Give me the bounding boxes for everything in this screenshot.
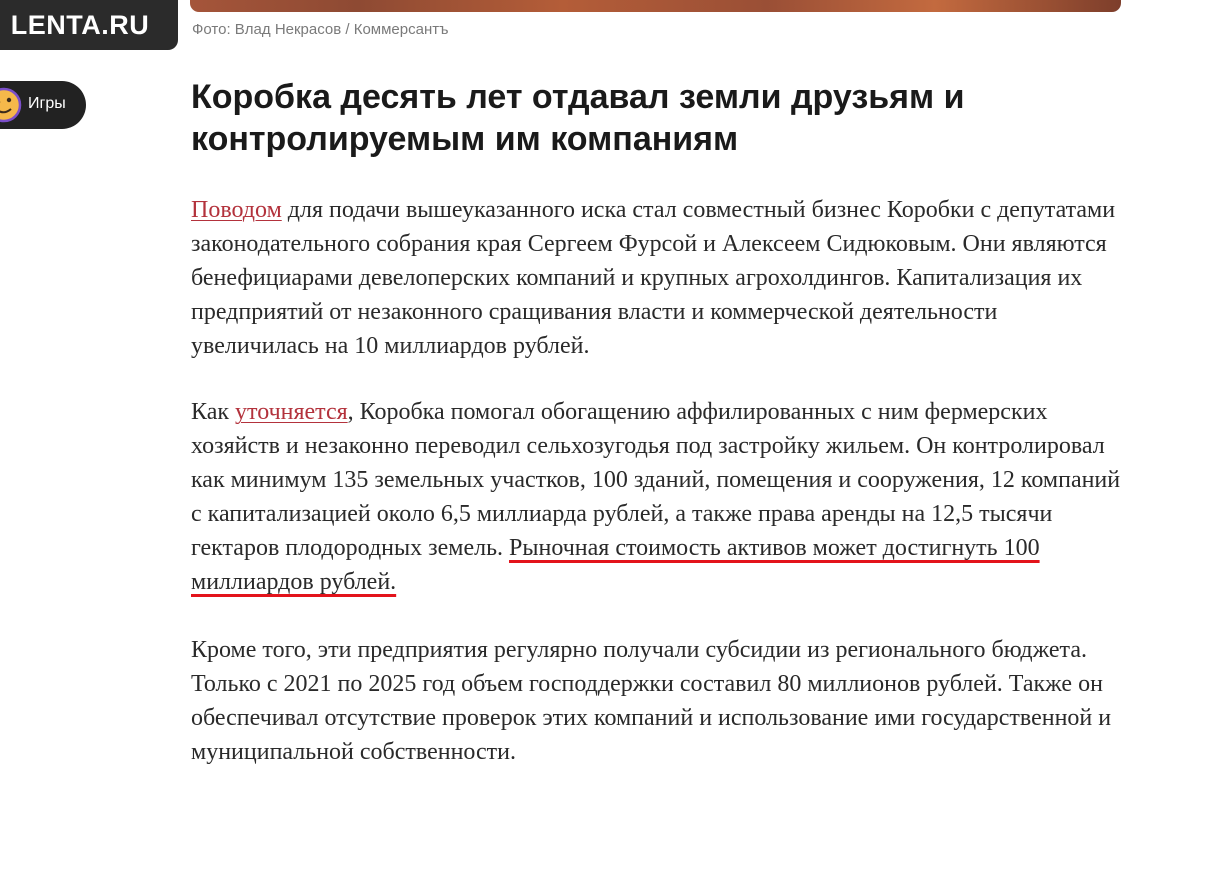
site-logo[interactable]: [0, 0, 178, 50]
games-button[interactable]: [0, 81, 86, 129]
source-link-povodom[interactable]: Поводом: [191, 197, 282, 223]
article-photo: [190, 0, 1121, 12]
article-headline: Коробка десять лет отдавал земли друзьям и контролируемым им компаниям: [191, 78, 965, 158]
article-paragraph: [191, 395, 1131, 599]
article-paragraph: [191, 193, 1131, 363]
paragraph-text: Кроме того, эти предприятия регулярно получали субсидии из регионального бюджета. Только с 2021 по 2025 год объем господдержки составил 80 миллионов рублей. Также он обеспечивал отсутствие проверок этих компаний и использование ими государственной и муниципальной собственности.: [191, 637, 1112, 765]
source-link-utochnyaetsya[interactable]: уточняется: [235, 399, 348, 425]
games-button-label: Игры: [28, 95, 66, 112]
red-underlined-sentence: Рыночная стоимость активов может достигнуть 100 миллиардов рублей.: [191, 535, 1040, 595]
paragraph-prefix: Как: [191, 399, 236, 425]
site-logo-text: LENTA.RU: [10, 9, 150, 40]
article-paragraph: [191, 633, 1131, 769]
paragraph-text: , Коробка помогал обогащению аффилированных с ним фермерских хозяйств и незаконно переводил сельхозугодья под застройку жильем. Он контролировал как минимум 135 земельных участков, 100 зданий, помещения и сооружения, 12 компаний с капитализацией около 6,5 миллиарда рублей, а также права аренды на 12,5 тысячи гектаров плодородных земель.: [191, 399, 1121, 561]
paragraph-text: для подачи вышеуказанного иска стал совместный бизнес Коробки с депутатами законодательного собрания края Сергеем Фурсой и Алексеем Сидюковым. Они являются бенефициарами девелоперских компаний и крупных агрохолдингов. Капитализация их предприятий от незаконного сращивания власти и коммерческой деятельности увеличилась на 10 миллиардов рублей.: [191, 197, 1116, 359]
games-emoji-icon: [0, 87, 22, 123]
photo-credit: Фото: Влад Некрасов / Коммерсантъ: [192, 21, 449, 38]
article-body: [191, 193, 1131, 801]
